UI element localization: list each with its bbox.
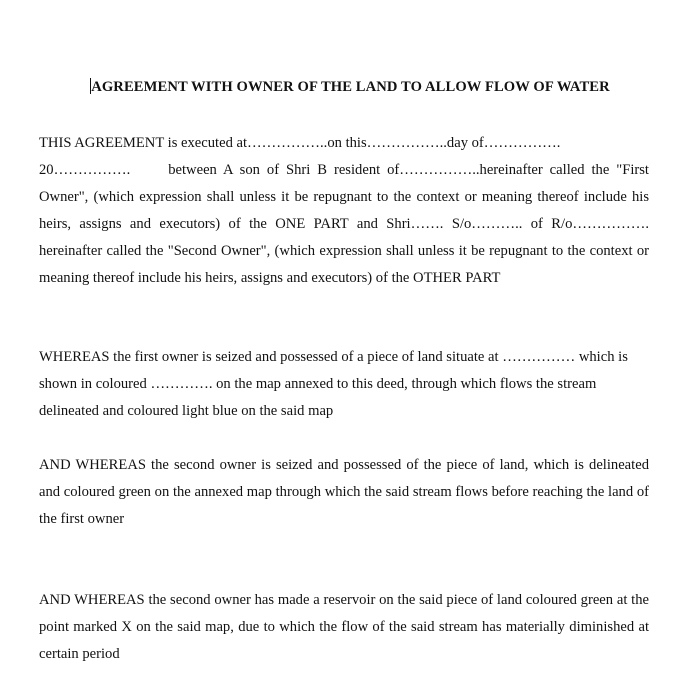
paragraph-parties-rest: "First Owner", (which expression shall unless it be repugnant to the context or meaning thereof include his heirs, assigns and executors) of the ONE PART and Shri……. S/o……….. of R/o……………. hereinafter called the "Second Owner", (which expression shall unless it be repugnant to the context or meaning thereof include his heirs, assigns and executors) of the OTHER PART [39,162,649,286]
paragraph-parties-line-1: THIS AGREEMENT is executed at……………..on this……………..day of……………. [39,135,561,151]
paragraph-parties-line-2: between A son of Shri B resident of……………..hereinafter called the [168,162,610,178]
document-title-text: AGREEMENT WITH OWNER OF THE LAND TO ALLOW FLOW OF WATER [91,79,610,95]
paragraph-parties [39,130,649,292]
document-title [0,77,700,97]
paragraph-parties-year: 20……………. [39,162,131,178]
paragraph-whereas-reservoir: AND WHEREAS the second owner has made a reservoir on the said piece of land coloured green at the point marked X on the said map, due to which the flow of the said stream has materially diminished at certain period [39,592,649,662]
paragraph-whereas-second-owner: AND WHEREAS the second owner is seized and possessed of the piece of land, which is delineated and coloured green on the annexed map through which the said stream flows before reaching the land of the first owner [39,457,649,527]
paragraph-whereas-first-owner: WHEREAS the first owner is seized and possessed of a piece of land situate at …………… which is shown in coloured …………. on the map annexed to this deed, through which flows the stream delineated and coloured light blue on the said map [39,349,628,419]
